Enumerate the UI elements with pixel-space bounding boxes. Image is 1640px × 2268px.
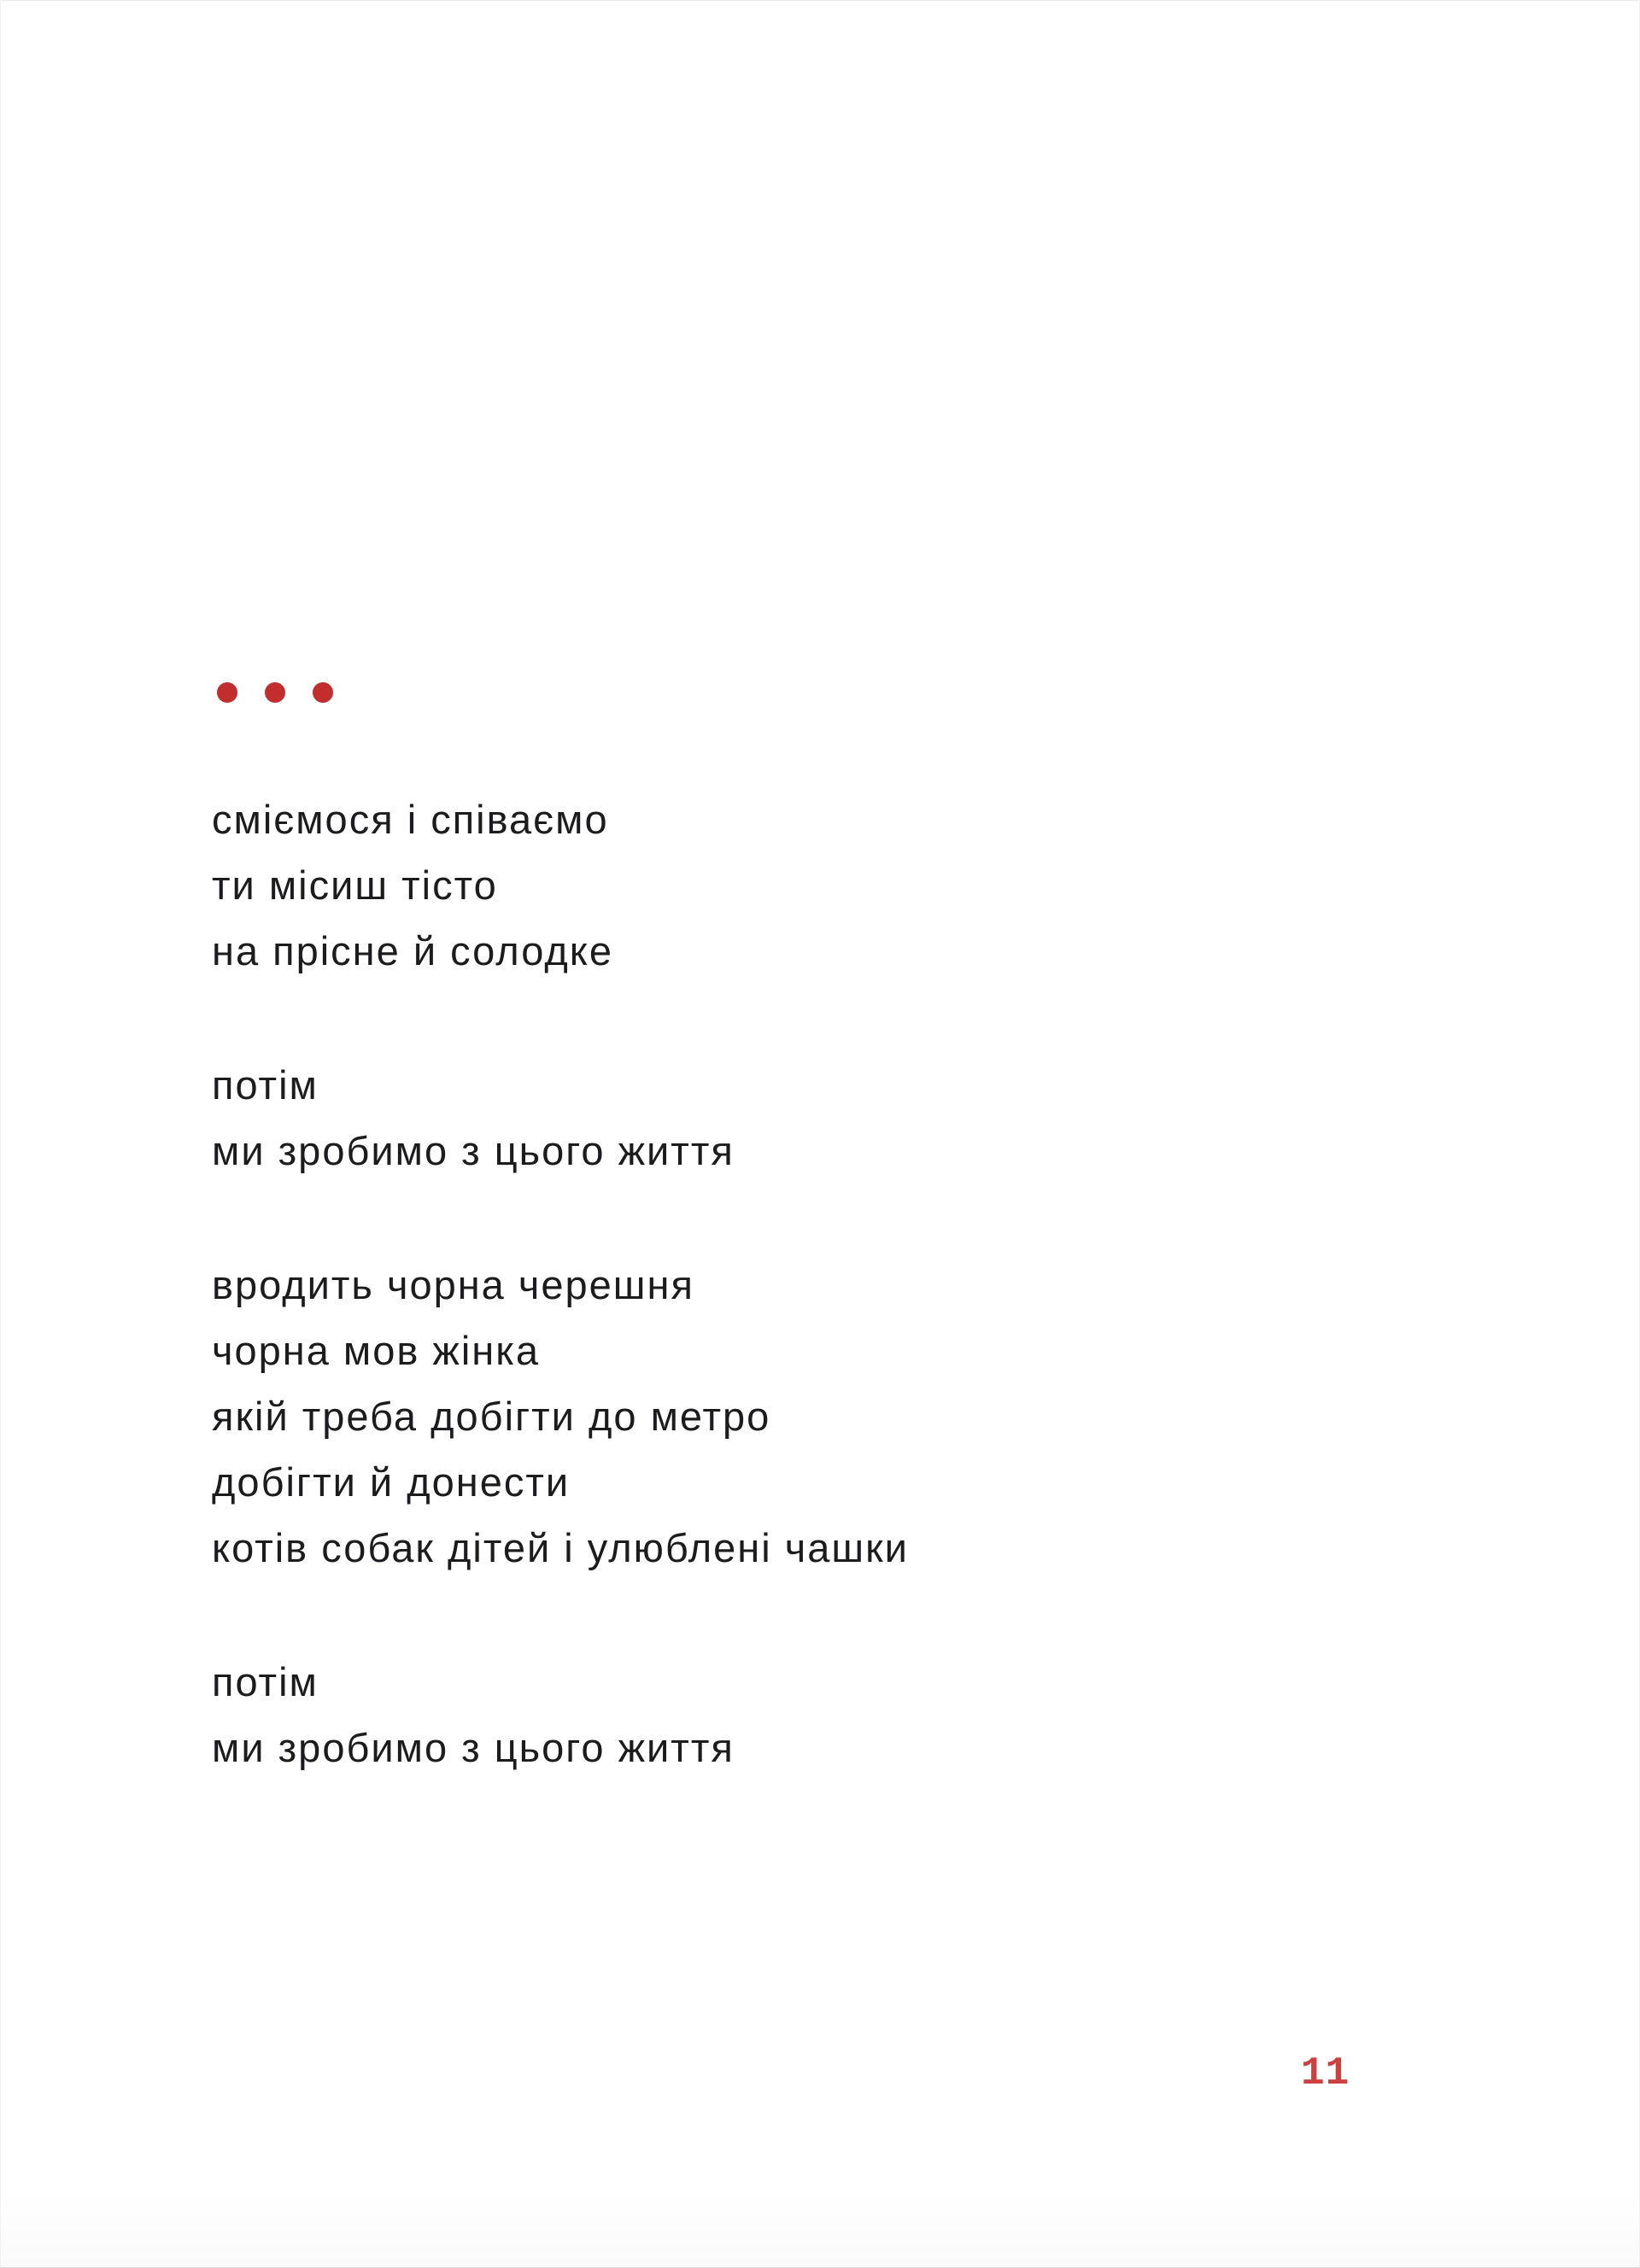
poem-stanza [212, 1052, 909, 1184]
poem-line: вродить чорна черешня [212, 1262, 694, 1307]
poem-line: на прісне й солодке [212, 928, 613, 973]
separator-dot-icon [265, 682, 285, 703]
poem-line: котів собак дітей і улюблені чашки [212, 1525, 909, 1570]
poem-stanza [212, 1252, 909, 1581]
poem-line: потім [212, 1659, 319, 1704]
separator-dot-icon [217, 682, 237, 703]
poem-stanza [212, 786, 909, 984]
poem-line: ми зробимо з цього життя [212, 1725, 735, 1770]
poem-line: чорна мов жінка [212, 1328, 540, 1373]
poem-line: сміємося і співаємо [212, 797, 609, 842]
poem-line: якій треба добігти до метро [212, 1394, 771, 1439]
poem-line: ми зробимо з цього життя [212, 1128, 735, 1173]
poem-stanza [212, 1649, 909, 1780]
poem-line: потім [212, 1062, 319, 1108]
poem-separator [217, 682, 333, 703]
page-number: 11 [1301, 2051, 1350, 2096]
separator-dot-icon [313, 682, 333, 703]
poem-body [212, 786, 909, 1780]
poem-line: добігти й донести [212, 1459, 571, 1505]
poem-line: ти місиш тісто [212, 862, 498, 908]
